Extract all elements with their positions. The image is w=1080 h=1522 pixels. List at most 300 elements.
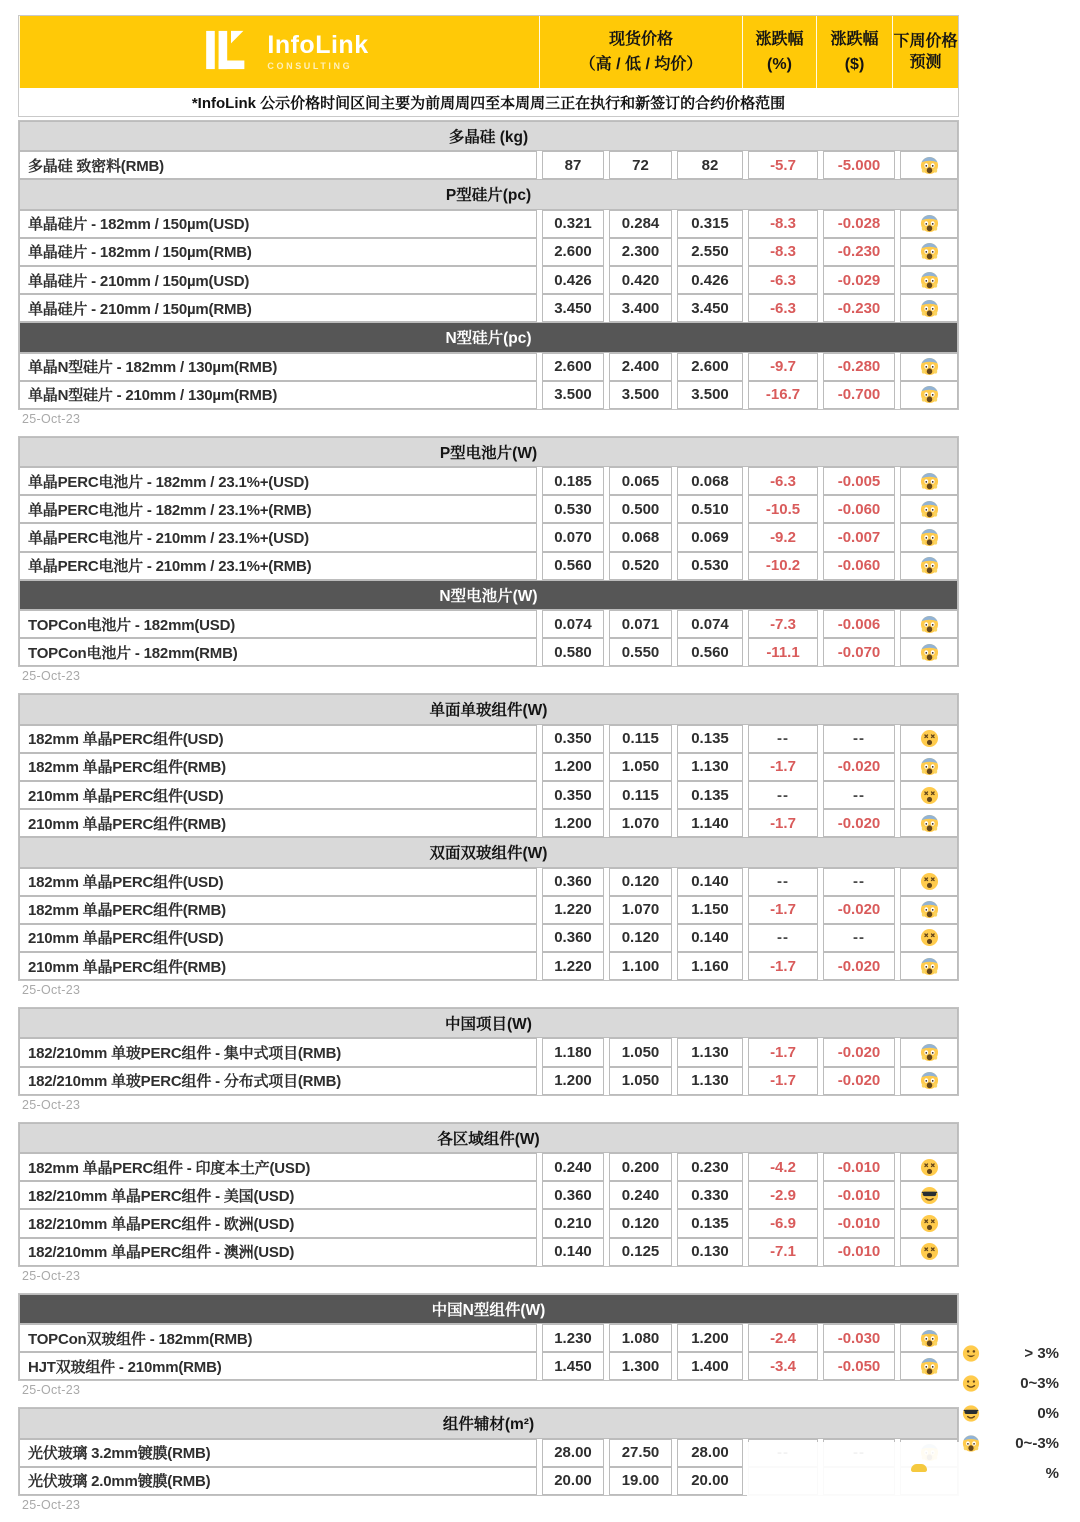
price-low-cell: 0.120 [609, 1209, 672, 1237]
product-row [19, 896, 958, 924]
product-name-cell: 182mm 单晶PERC组件(USD) [19, 868, 537, 896]
cool-emoji-icon [900, 1181, 958, 1209]
product-name-cell: 单晶PERC电池片 - 182mm / 23.1%+(USD) [19, 467, 537, 495]
date-label: 25-Oct-23 [22, 1268, 81, 1283]
change-usd-cell: -0.028 [823, 210, 895, 238]
product-name-cell: 单晶PERC电池片 - 182mm / 23.1%+(RMB) [19, 495, 537, 523]
change-pct-cell: -6.3 [748, 266, 818, 294]
change-usd-cell: -0.020 [823, 1067, 895, 1095]
change-pct-cell: -5.7 [748, 151, 818, 179]
scream-emoji-icon [900, 467, 958, 495]
date-label: 25-Oct-23 [22, 983, 81, 998]
change-usd-cell: -5.000 [823, 151, 895, 179]
price-high-cell: 0.530 [542, 495, 604, 523]
section-header: 各区域组件(W) [19, 1123, 958, 1153]
product-row [19, 781, 958, 809]
price-avg-cell: 1.400 [677, 1352, 743, 1380]
product-name-cell: 光伏玻璃 2.0mm镀膜(RMB) [19, 1467, 537, 1495]
price-low-cell: 2.300 [609, 238, 672, 266]
legend-label: 0% [1037, 1404, 1059, 1422]
price-high-cell: 0.140 [542, 1238, 604, 1266]
scream-emoji-icon [900, 1038, 958, 1066]
product-row [19, 1209, 958, 1237]
forecast-line1: 下周价格 [893, 32, 958, 50]
dizzy-emoji-icon [900, 924, 958, 952]
price-table-block [18, 1007, 959, 1096]
change-usd-cell: -0.010 [823, 1181, 895, 1209]
price-high-cell: 1.220 [542, 896, 604, 924]
price-low-cell: 1.050 [609, 1067, 672, 1095]
change-pct-cell: -1.7 [748, 1038, 818, 1066]
price-low-cell: 0.200 [609, 1153, 672, 1181]
price-low-cell: 27.50 [609, 1439, 672, 1467]
product-name-cell: 210mm 单晶PERC组件(RMB) [19, 952, 537, 980]
column-header-forecast [892, 16, 958, 88]
product-name-cell: 单晶N型硅片 - 182mm / 130µm(RMB) [19, 353, 537, 381]
price-high-cell: 0.360 [542, 868, 604, 896]
price-low-cell: 2.400 [609, 353, 672, 381]
price-high-cell: 3.450 [542, 294, 604, 322]
legend-item [962, 1372, 1059, 1394]
price-low-cell: 3.500 [609, 381, 672, 409]
product-row [19, 1238, 958, 1266]
price-high-cell: 0.074 [542, 610, 604, 638]
legend-item [962, 1462, 1059, 1484]
scream-emoji-icon [900, 151, 958, 179]
price-table-block [18, 120, 959, 410]
product-row [19, 638, 958, 666]
price-high-cell: 1.450 [542, 1352, 604, 1380]
product-name-cell: 多晶硅 致密料(RMB) [19, 151, 537, 179]
section-header: P型硅片(pc) [19, 179, 958, 209]
change-pct-cell: -6.3 [748, 467, 818, 495]
change-pct-cell: -3.4 [748, 1352, 818, 1380]
change-usd-cell: -- [823, 924, 895, 952]
partially-hidden-emoji-sliver [911, 1464, 927, 1472]
scream-emoji-icon [900, 1352, 958, 1380]
change-usd-cell: -0.007 [823, 523, 895, 551]
product-name-cell: 210mm 单晶PERC组件(USD) [19, 781, 537, 809]
section-header: 多晶硅 (kg) [19, 121, 958, 151]
price-avg-cell: 1.160 [677, 952, 743, 980]
change-usd-cell: -0.280 [823, 353, 895, 381]
infolink-logo-icon [206, 29, 256, 75]
price-high-cell: 28.00 [542, 1439, 604, 1467]
product-row [19, 353, 958, 381]
price-low-cell: 0.068 [609, 523, 672, 551]
price-avg-cell: 3.450 [677, 294, 743, 322]
price-high-cell: 3.500 [542, 381, 604, 409]
price-avg-cell: 1.130 [677, 1038, 743, 1066]
product-name-cell: TOPCon电池片 - 182mm(USD) [19, 610, 537, 638]
price-low-cell: 0.071 [609, 610, 672, 638]
price-low-cell: 0.420 [609, 266, 672, 294]
legend-label: 0~-3% [1015, 1434, 1059, 1452]
price-avg-cell: 2.550 [677, 238, 743, 266]
change-usd-cell: -0.020 [823, 809, 895, 837]
price-avg-cell: 0.135 [677, 725, 743, 753]
price-low-cell: 0.240 [609, 1181, 672, 1209]
price-avg-cell: 0.074 [677, 610, 743, 638]
price-low-cell: 0.125 [609, 1238, 672, 1266]
change-pct-cell: -2.4 [748, 1324, 818, 1352]
change-pct-cell: -1.7 [748, 952, 818, 980]
change-usd-cell: -0.006 [823, 610, 895, 638]
product-row [19, 266, 958, 294]
price-avg-cell: 0.130 [677, 1238, 743, 1266]
price-high-cell: 0.350 [542, 725, 604, 753]
product-row [19, 238, 958, 266]
price-avg-cell: 20.00 [677, 1467, 743, 1495]
price-avg-cell: 0.426 [677, 266, 743, 294]
change-pct-cell: -1.7 [748, 1067, 818, 1095]
price-high-cell: 1.230 [542, 1324, 604, 1352]
product-row [19, 952, 958, 980]
product-name-cell: 182mm 单晶PERC组件(RMB) [19, 753, 537, 781]
change-pct-cell: -10.2 [748, 552, 818, 580]
change-usd-cell: -0.005 [823, 467, 895, 495]
price-table-block [18, 436, 959, 668]
section-header: 单面单玻组件(W) [19, 694, 958, 724]
change-pct-cell: -9.2 [748, 523, 818, 551]
change-pct-cell: -1.7 [748, 809, 818, 837]
scream-emoji-icon [900, 266, 958, 294]
price-low-cell: 1.070 [609, 809, 672, 837]
change-pct-cell: -6.3 [748, 294, 818, 322]
change-pct-cell: -1.7 [748, 896, 818, 924]
section-header: 中国N型组件(W) [19, 1294, 958, 1324]
change-pct-cell: -- [748, 868, 818, 896]
product-row [19, 924, 958, 952]
scream-emoji-icon [900, 353, 958, 381]
report-header [18, 15, 959, 117]
legend-label: % [1045, 1464, 1059, 1482]
price-high-cell: 0.426 [542, 266, 604, 294]
price-low-cell: 0.120 [609, 924, 672, 952]
product-row [19, 523, 958, 551]
change-pct-cell: -11.1 [748, 638, 818, 666]
change-pct-cell: -- [748, 924, 818, 952]
product-row [19, 294, 958, 322]
scream-emoji-icon [900, 896, 958, 924]
price-low-cell: 0.284 [609, 210, 672, 238]
product-name-cell: 210mm 单晶PERC组件(USD) [19, 924, 537, 952]
scream-emoji-icon [900, 1324, 958, 1352]
change-usd-cell: -0.010 [823, 1153, 895, 1181]
price-low-cell: 1.300 [609, 1352, 672, 1380]
price-high-cell: 0.360 [542, 924, 604, 952]
change-usd-cell: -- [823, 868, 895, 896]
price-low-cell: 0.115 [609, 725, 672, 753]
price-low-cell: 0.065 [609, 467, 672, 495]
change-pct-cell: -- [748, 781, 818, 809]
product-name-cell: TOPCon双玻组件 - 182mm(RMB) [19, 1324, 537, 1352]
product-name-cell: 182/210mm 单玻PERC组件 - 分布式项目(RMB) [19, 1067, 537, 1095]
price-avg-cell: 82 [677, 151, 743, 179]
price-high-cell: 0.560 [542, 552, 604, 580]
change-pct-cell: -6.9 [748, 1209, 818, 1237]
change-pct-cell: -8.3 [748, 238, 818, 266]
price-avg-cell: 0.069 [677, 523, 743, 551]
price-high-cell: 0.360 [542, 1181, 604, 1209]
brand-name: InfoLink [267, 31, 369, 59]
price-low-cell: 1.070 [609, 896, 672, 924]
section-header: P型电池片(W) [19, 437, 958, 467]
price-high-cell: 2.600 [542, 238, 604, 266]
scream-emoji-icon [900, 294, 958, 322]
change-pct-cell: -2.9 [748, 1181, 818, 1209]
product-name-cell: 210mm 单晶PERC组件(RMB) [19, 809, 537, 837]
price-table-block [18, 1293, 959, 1382]
change-usd-line2: ($) [844, 55, 865, 73]
brand-text-group [267, 33, 368, 71]
price-avg-cell: 0.510 [677, 495, 743, 523]
price-high-cell: 1.200 [542, 753, 604, 781]
price-low-cell: 72 [609, 151, 672, 179]
change-pct-cell: -1.7 [748, 753, 818, 781]
change-pct-cell: -10.5 [748, 495, 818, 523]
price-high-cell: 2.600 [542, 353, 604, 381]
price-avg-cell: 0.068 [677, 467, 743, 495]
product-name-cell: HJT双玻组件 - 210mm(RMB) [19, 1352, 537, 1380]
change-pct-line2: (%) [767, 55, 792, 73]
change-usd-cell: -0.020 [823, 753, 895, 781]
price-table-block [18, 1122, 959, 1267]
dizzy-emoji-icon [900, 1153, 958, 1181]
price-high-cell: 1.220 [542, 952, 604, 980]
price-high-cell: 1.180 [542, 1038, 604, 1066]
change-usd-cell: -0.050 [823, 1352, 895, 1380]
date-label: 25-Oct-23 [22, 411, 81, 426]
change-pct-cell: -4.2 [748, 1153, 818, 1181]
cool-emoji-icon [962, 1404, 980, 1422]
dizzy-emoji-icon [900, 1238, 958, 1266]
section-header: 双面双玻组件(W) [19, 837, 958, 867]
price-low-cell: 19.00 [609, 1467, 672, 1495]
price-low-cell: 3.400 [609, 294, 672, 322]
price-avg-cell: 2.600 [677, 353, 743, 381]
price-avg-cell: 0.530 [677, 552, 743, 580]
dizzy-emoji-icon [900, 1209, 958, 1237]
product-name-cell: 单晶硅片 - 210mm / 150µm(RMB) [19, 294, 537, 322]
price-avg-cell: 1.130 [677, 1067, 743, 1095]
product-name-cell: 182/210mm 单晶PERC组件 - 欧洲(USD) [19, 1209, 537, 1237]
date-label: 25-Oct-23 [22, 1497, 81, 1512]
scream-emoji-icon [900, 610, 958, 638]
price-high-cell: 87 [542, 151, 604, 179]
product-name-cell: 182mm 单晶PERC组件 - 印度本土产(USD) [19, 1153, 537, 1181]
product-row [19, 210, 958, 238]
change-usd-cell: -0.070 [823, 638, 895, 666]
change-usd-cell: -0.230 [823, 294, 895, 322]
price-high-cell: 0.240 [542, 1153, 604, 1181]
price-low-cell: 1.080 [609, 1324, 672, 1352]
product-row [19, 151, 958, 179]
price-avg-cell: 1.130 [677, 753, 743, 781]
legend-item [962, 1342, 1059, 1364]
date-label: 25-Oct-23 [22, 1383, 81, 1398]
product-row [19, 495, 958, 523]
smile-emoji-icon [962, 1374, 980, 1392]
scream-emoji-icon [900, 1067, 958, 1095]
change-pct-cell: -- [748, 725, 818, 753]
price-low-cell: 1.050 [609, 1038, 672, 1066]
change-usd-cell: -0.060 [823, 495, 895, 523]
product-row [19, 552, 958, 580]
change-pct-cell: -7.3 [748, 610, 818, 638]
price-high-cell: 1.200 [542, 1067, 604, 1095]
change-pct-cell: -7.1 [748, 1238, 818, 1266]
product-name-cell: 182/210mm 单晶PERC组件 - 美国(USD) [19, 1181, 537, 1209]
section-header: N型硅片(pc) [19, 322, 958, 352]
scream-emoji-icon [900, 495, 958, 523]
dizzy-emoji-icon [900, 868, 958, 896]
legend-label: 0~3% [1020, 1374, 1059, 1392]
price-low-cell: 0.500 [609, 495, 672, 523]
price-low-cell: 1.050 [609, 753, 672, 781]
change-usd-cell: -- [823, 781, 895, 809]
change-usd-cell: -0.030 [823, 1324, 895, 1352]
product-row [19, 1324, 958, 1352]
change-usd-cell: -0.010 [823, 1209, 895, 1237]
product-name-cell: 182mm 单晶PERC组件(RMB) [19, 896, 537, 924]
legend-label: > 3% [1024, 1344, 1059, 1362]
change-pct-cell: -8.3 [748, 210, 818, 238]
change-usd-line1: 涨跌幅 [830, 30, 879, 48]
product-name-cell: 单晶PERC电池片 - 210mm / 23.1%+(RMB) [19, 552, 537, 580]
change-usd-cell: -0.230 [823, 238, 895, 266]
price-high-cell: 0.321 [542, 210, 604, 238]
product-row [19, 1352, 958, 1380]
product-row [19, 1038, 958, 1066]
scream-emoji-icon [900, 952, 958, 980]
price-avg-cell: 1.140 [677, 809, 743, 837]
price-high-cell: 0.070 [542, 523, 604, 551]
change-usd-cell: -0.060 [823, 552, 895, 580]
change-usd-cell: -0.020 [823, 952, 895, 980]
price-avg-cell: 1.200 [677, 1324, 743, 1352]
price-low-cell: 1.100 [609, 952, 672, 980]
price-low-cell: 0.520 [609, 552, 672, 580]
change-pct-cell: -16.7 [748, 381, 818, 409]
grin-emoji-icon [962, 1344, 980, 1362]
change-usd-cell: -0.020 [823, 1038, 895, 1066]
price-high-cell: 0.185 [542, 467, 604, 495]
price-avg-cell: 0.560 [677, 638, 743, 666]
dizzy-emoji-icon [900, 725, 958, 753]
change-usd-cell: -0.700 [823, 381, 895, 409]
price-high-cell: 0.580 [542, 638, 604, 666]
price-table-blocks [18, 120, 959, 1512]
change-usd-cell: -0.010 [823, 1238, 895, 1266]
product-row [19, 868, 958, 896]
forecast-line2: 预测 [909, 53, 942, 71]
legend-item [962, 1402, 1059, 1424]
product-row [19, 753, 958, 781]
product-row [19, 610, 958, 638]
price-avg-cell: 0.330 [677, 1181, 743, 1209]
header-bar [19, 16, 958, 88]
price-low-cell: 0.550 [609, 638, 672, 666]
price-avg-cell: 28.00 [677, 1439, 743, 1467]
scream-emoji-icon [900, 238, 958, 266]
column-header-change-usd [816, 16, 892, 88]
product-name-cell: 182mm 单晶PERC组件(USD) [19, 725, 537, 753]
hidden-emoji-icon [962, 1464, 980, 1482]
scream-emoji-icon [900, 523, 958, 551]
price-low-cell: 0.115 [609, 781, 672, 809]
product-row [19, 809, 958, 837]
scream-emoji-icon [900, 809, 958, 837]
scream-emoji-icon [900, 638, 958, 666]
product-row [19, 725, 958, 753]
change-usd-cell: -0.029 [823, 266, 895, 294]
column-header-spot-price [539, 16, 742, 88]
price-avg-cell: 0.135 [677, 1209, 743, 1237]
product-row [19, 381, 958, 409]
scream-emoji-icon [900, 552, 958, 580]
price-avg-cell: 0.315 [677, 210, 743, 238]
product-name-cell: TOPCon电池片 - 182mm(RMB) [19, 638, 537, 666]
section-header: 中国项目(W) [19, 1008, 958, 1038]
dizzy-emoji-icon [900, 781, 958, 809]
price-high-cell: 0.350 [542, 781, 604, 809]
change-usd-cell: -0.020 [823, 896, 895, 924]
price-high-cell: 1.200 [542, 809, 604, 837]
product-name-cell: 182/210mm 单玻PERC组件 - 集中式项目(RMB) [19, 1038, 537, 1066]
product-name-cell: 单晶硅片 - 182mm / 150µm(RMB) [19, 238, 537, 266]
change-usd-cell: -- [823, 725, 895, 753]
price-avg-cell: 0.140 [677, 924, 743, 952]
legend-item [962, 1432, 1059, 1454]
change-pct-line1: 涨跌幅 [755, 30, 804, 48]
price-table-block [18, 693, 959, 981]
price-avg-cell: 0.230 [677, 1153, 743, 1181]
price-avg-cell: 1.150 [677, 896, 743, 924]
price-period-note: *InfoLink 公示价格时间区间主要为前周周四至本周周三正在执行和新签订的合约价格范围 [19, 88, 958, 116]
price-avg-cell: 0.140 [677, 868, 743, 896]
product-name-cell: 单晶N型硅片 - 210mm / 130µm(RMB) [19, 381, 537, 409]
brand-subtitle: CONSULTING [267, 61, 353, 71]
product-name-cell: 光伏玻璃 3.2mm镀膜(RMB) [19, 1439, 537, 1467]
date-label: 25-Oct-23 [22, 1097, 81, 1112]
product-name-cell: 182/210mm 单晶PERC组件 - 澳洲(USD) [19, 1238, 537, 1266]
section-header: N型电池片(W) [19, 580, 958, 610]
price-high-cell: 20.00 [542, 1467, 604, 1495]
price-high-cell: 0.210 [542, 1209, 604, 1237]
section-header: 组件辅材(m²) [19, 1408, 958, 1438]
scream-emoji-icon [900, 753, 958, 781]
product-row [19, 1181, 958, 1209]
scream-emoji-icon [962, 1434, 980, 1452]
product-name-cell: 单晶硅片 - 210mm / 150µm(USD) [19, 266, 537, 294]
column-header-change-pct [742, 16, 816, 88]
date-label: 25-Oct-23 [22, 669, 81, 684]
product-name-cell: 单晶硅片 - 182mm / 150µm(USD) [19, 210, 537, 238]
price-report-page [18, 15, 959, 1522]
spot-price-line2: （高 / 低 / 均价） [579, 55, 703, 73]
product-row [19, 1067, 958, 1095]
price-avg-cell: 3.500 [677, 381, 743, 409]
logo-cell [19, 16, 539, 88]
spot-price-line1: 现货价格 [608, 30, 673, 48]
price-avg-cell: 0.135 [677, 781, 743, 809]
product-row [19, 1153, 958, 1181]
price-low-cell: 0.120 [609, 868, 672, 896]
scream-emoji-icon [900, 381, 958, 409]
product-name-cell: 单晶PERC电池片 - 210mm / 23.1%+(USD) [19, 523, 537, 551]
product-row [19, 467, 958, 495]
